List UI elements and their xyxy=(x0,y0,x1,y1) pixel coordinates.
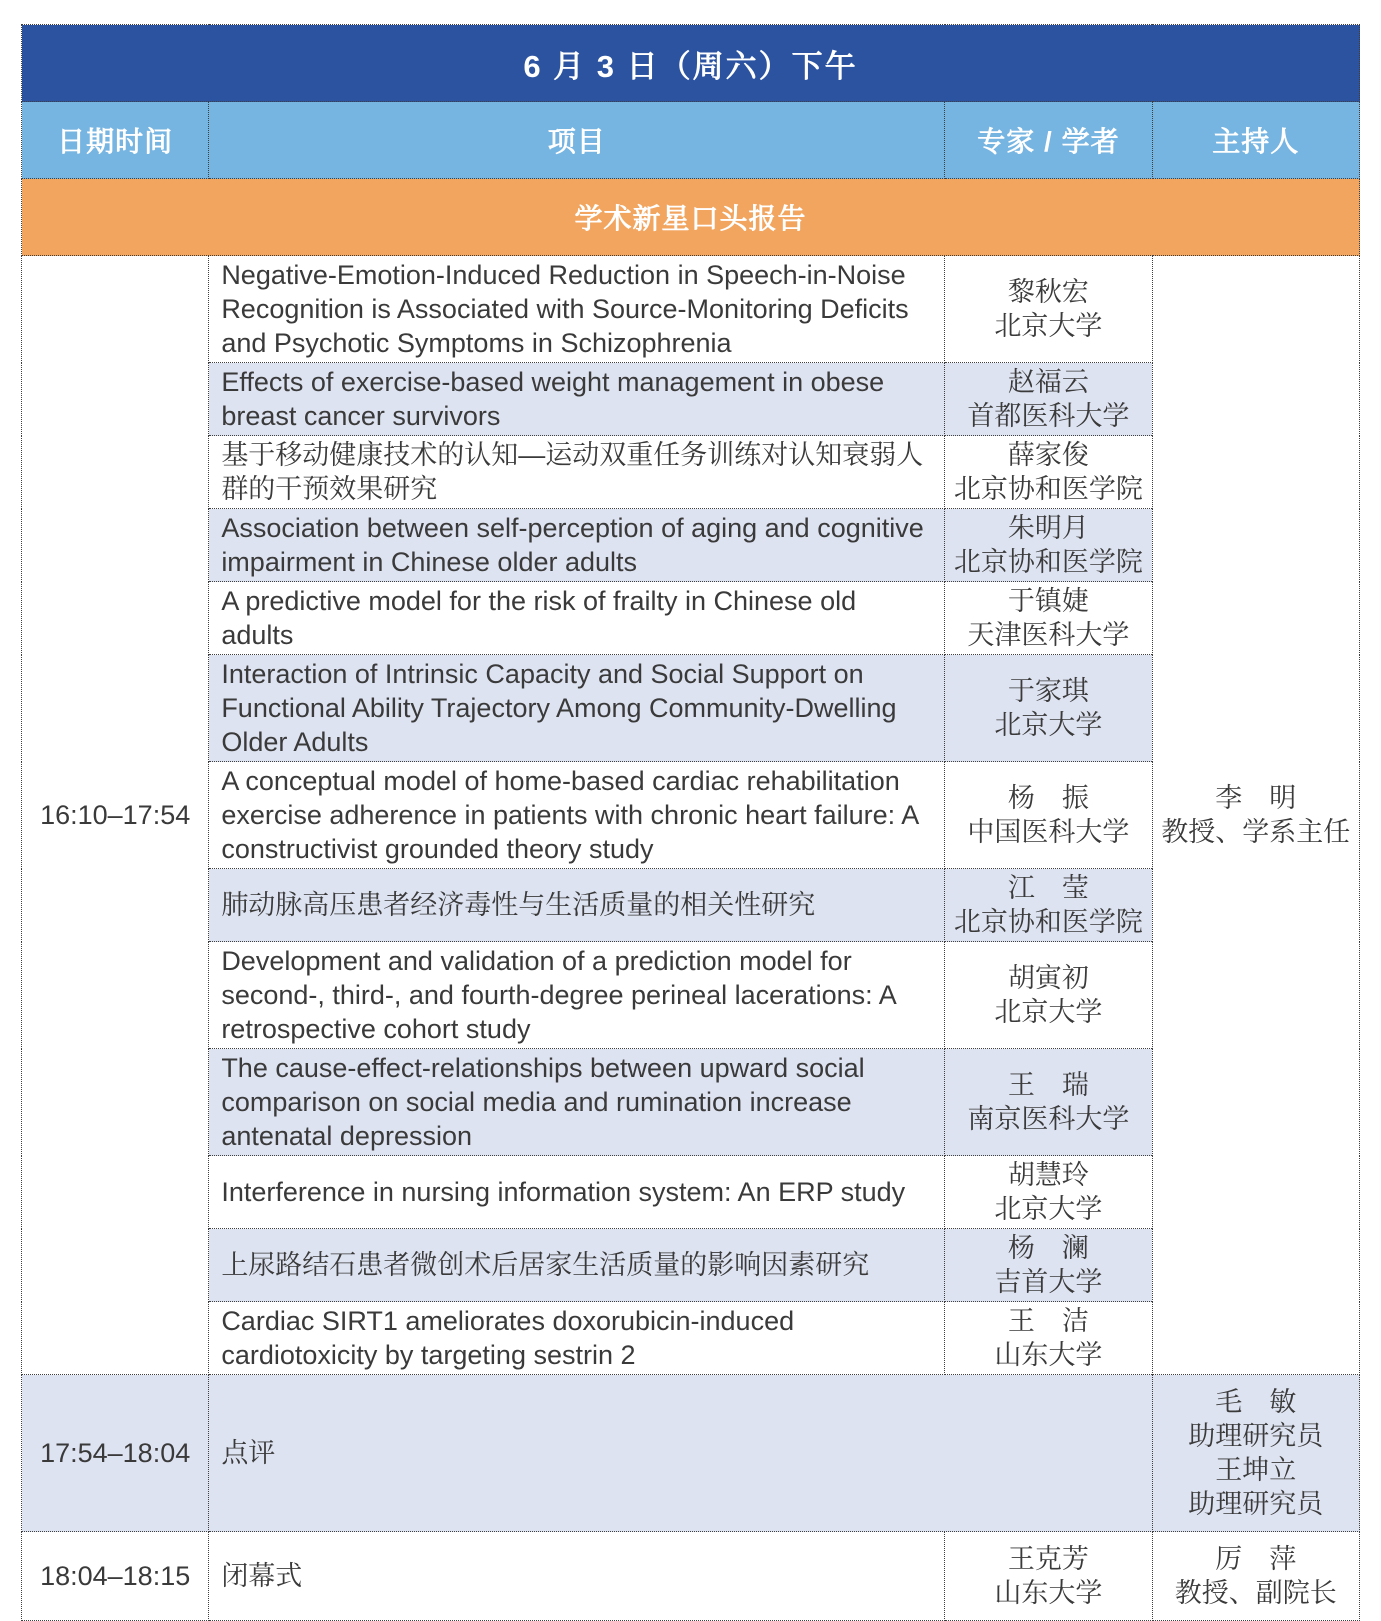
closing-label: 闭幕式 xyxy=(209,1532,945,1621)
expert-cell xyxy=(945,1302,1152,1375)
expert-name: 杨 澜 xyxy=(1007,1233,1089,1263)
section-header-row xyxy=(22,179,1360,256)
column-header-time: 日期时间 xyxy=(22,102,209,179)
expert-affiliation: 南京医科大学 xyxy=(967,1104,1130,1134)
expert-name: 王克芳 xyxy=(1007,1544,1089,1574)
expert-cell xyxy=(945,942,1152,1049)
expert-name: 胡慧玲 xyxy=(1007,1160,1089,1190)
review-host-cell xyxy=(1152,1375,1359,1532)
expert-affiliation: 北京大学 xyxy=(994,311,1103,341)
expert-cell xyxy=(945,582,1152,655)
expert-name: 黎秋宏 xyxy=(1007,277,1089,307)
project-title: Effects of exercise-based weight management in obese breast cancer survivors xyxy=(209,363,945,436)
closing-time: 18:04–18:15 xyxy=(22,1532,209,1621)
expert-cell xyxy=(945,1156,1152,1229)
expert-affiliation: 山东大学 xyxy=(994,1578,1103,1608)
expert-affiliation: 北京协和医学院 xyxy=(953,547,1143,577)
expert-affiliation: 吉首大学 xyxy=(994,1267,1103,1297)
expert-affiliation: 山东大学 xyxy=(994,1340,1103,1370)
expert-affiliation: 北京大学 xyxy=(994,997,1103,1027)
table-row xyxy=(22,256,1360,363)
section-title: 学术新星口头报告 xyxy=(22,179,1360,256)
expert-affiliation: 北京协和医学院 xyxy=(953,907,1143,937)
host-title: 教授、学系主任 xyxy=(1161,817,1351,847)
expert-cell xyxy=(945,762,1152,869)
project-title: The cause-effect-relationships between upward social comparison on social media and rumination increase antenatal depression xyxy=(209,1049,945,1156)
expert-affiliation: 首都医科大学 xyxy=(967,401,1130,431)
closing-row xyxy=(22,1532,1360,1621)
program-sheet xyxy=(21,24,1360,1621)
session-time: 16:10–17:54 xyxy=(22,256,209,1375)
project-title: Negative-Emotion-Induced Reduction in Speech-in-Noise Recognition is Associated with Source-Monitoring Deficits and Psychotic Symptoms in Schizophrenia xyxy=(209,256,945,363)
expert-affiliation: 天津医科大学 xyxy=(967,620,1130,650)
schedule-table xyxy=(21,24,1360,1621)
expert-cell xyxy=(945,655,1152,762)
host-name: 李 明 xyxy=(1215,783,1297,813)
review-label: 点评 xyxy=(209,1375,1152,1532)
project-title: A conceptual model of home-based cardiac rehabilitation exercise adherence in patients with chronic heart failure: A constructivist grounded theory study xyxy=(209,762,945,869)
banner-row xyxy=(22,25,1360,102)
project-title: Cardiac SIRT1 ameliorates doxorubicin-induced cardiotoxicity by targeting sestrin 2 xyxy=(209,1302,945,1375)
expert-cell xyxy=(945,256,1152,363)
expert-name: 胡寅初 xyxy=(1007,963,1089,993)
host-title: 教授、副院长 xyxy=(1174,1578,1337,1608)
session-banner-title: 6 月 3 日（周六）下午 xyxy=(22,25,1360,102)
expert-name: 王 瑞 xyxy=(1007,1070,1089,1100)
project-title: 基于移动健康技术的认知—运动双重任务训练对认知衰弱人群的干预效果研究 xyxy=(209,436,945,509)
review-time: 17:54–18:04 xyxy=(22,1375,209,1532)
host-name: 王坤立 xyxy=(1215,1455,1297,1485)
expert-cell xyxy=(945,436,1152,509)
project-title: Association between self-perception of aging and cognitive impairment in Chinese older adults xyxy=(209,509,945,582)
expert-name: 朱明月 xyxy=(1007,513,1089,543)
expert-name: 杨 振 xyxy=(1007,783,1089,813)
host-title: 助理研究员 xyxy=(1188,1489,1324,1519)
column-header-expert: 专家 / 学者 xyxy=(945,102,1152,179)
project-title: Development and validation of a prediction model for second-, third-, and fourth-degree perineal lacerations: A retrospective cohort study xyxy=(209,942,945,1049)
project-title: A predictive model for the risk of frailty in Chinese old adults xyxy=(209,582,945,655)
host-title: 助理研究员 xyxy=(1188,1421,1324,1451)
closing-host-cell xyxy=(1152,1532,1359,1621)
expert-affiliation: 北京协和医学院 xyxy=(953,474,1143,504)
project-title: 肺动脉高压患者经济毒性与生活质量的相关性研究 xyxy=(209,869,945,942)
expert-name: 薛家俊 xyxy=(1007,440,1089,470)
expert-cell xyxy=(945,1532,1152,1621)
review-row xyxy=(22,1375,1360,1532)
expert-cell xyxy=(945,1049,1152,1156)
expert-name: 于镇婕 xyxy=(1007,586,1089,616)
column-header-row xyxy=(22,102,1360,179)
expert-cell xyxy=(945,509,1152,582)
expert-name: 江 莹 xyxy=(1007,873,1089,903)
project-title: Interaction of Intrinsic Capacity and Social Support on Functional Ability Trajectory Among Community-Dwelling Older Adults xyxy=(209,655,945,762)
host-name: 厉 萍 xyxy=(1215,1544,1297,1574)
project-title: 上尿路结石患者微创术后居家生活质量的影响因素研究 xyxy=(209,1229,945,1302)
session-host-cell xyxy=(1152,256,1359,1375)
column-header-host: 主持人 xyxy=(1152,102,1359,179)
expert-affiliation: 北京大学 xyxy=(994,1194,1103,1224)
expert-cell xyxy=(945,363,1152,436)
expert-cell xyxy=(945,869,1152,942)
project-title: Interference in nursing information system: An ERP study xyxy=(209,1156,945,1229)
expert-affiliation: 中国医科大学 xyxy=(967,817,1130,847)
expert-name: 于家琪 xyxy=(1007,676,1089,706)
expert-name: 赵福云 xyxy=(1007,367,1089,397)
host-name: 毛 敏 xyxy=(1215,1387,1297,1417)
expert-affiliation: 北京大学 xyxy=(994,710,1103,740)
expert-cell xyxy=(945,1229,1152,1302)
expert-name: 王 洁 xyxy=(1007,1306,1089,1336)
column-header-project: 项目 xyxy=(209,102,945,179)
